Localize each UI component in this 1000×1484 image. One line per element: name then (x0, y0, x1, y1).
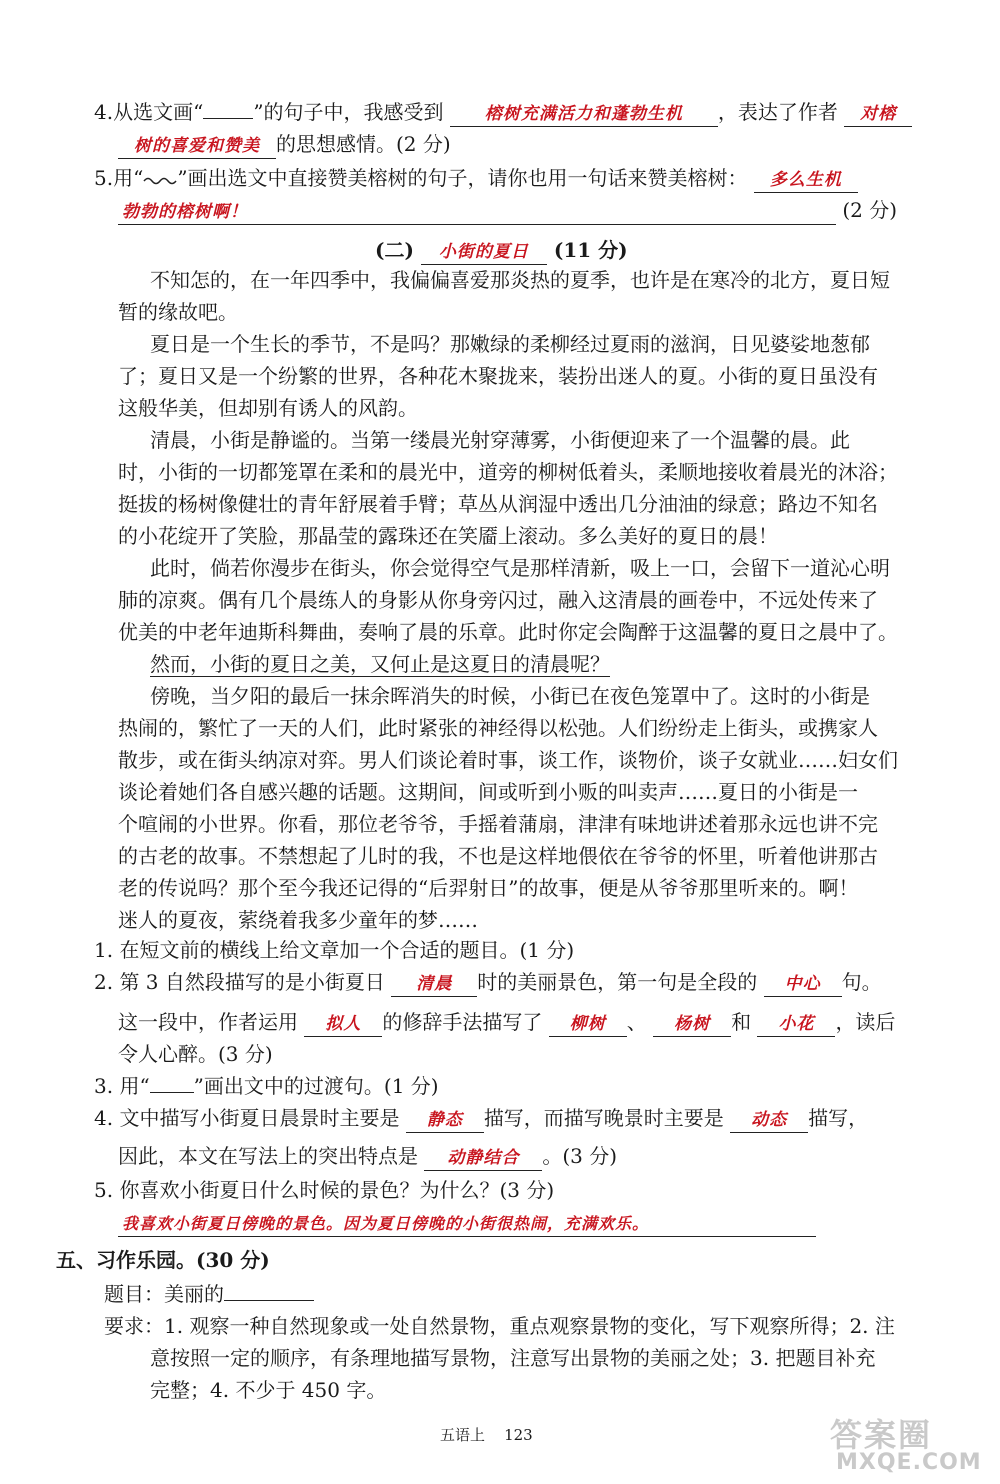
s2-question-2-end: 令人心醉。(3 分) (118, 1042, 273, 1066)
para3-line4: 的小花绽开了笑脸，那晶莹的露珠还在笑靥上滚动。多么美好的夏日的晨！ (118, 524, 778, 548)
s2-question-5-answer-line (118, 1208, 816, 1237)
s2-question-2: 2. 第 3 自然段描写的是小街夏日 清晨 时的美丽景色，第一句是全段的 中心 句。 (94, 968, 882, 997)
page-number: 123 (504, 1426, 533, 1444)
para6-line5: 个喧闹的小世界。你看，那位老爷爷，手摇着蒲扇，津津有味地讲述着那永远也讲不完 (118, 812, 878, 836)
answer-s2q2-3: 拟人 (304, 1012, 382, 1037)
para6-line4: 谈论着她们各自感兴趣的话题。这期间，间或听到小贩的叫卖声……夏日的小街是一 (118, 780, 858, 804)
para6-line2: 热闹的，繁忙了一天的人们，此时紧张的神经得以松弛。人们纷纷走上街头，或携家人 (118, 716, 878, 740)
answer-q4-2a: 对榕 (844, 102, 912, 127)
para1-line1: 不知怎的，在一年四季中，我偏偏喜爱那炎热的夏季，也许是在寒冷的北方，夏日短 (150, 268, 890, 292)
underline-sample (203, 98, 253, 119)
answer-q5-1: 多么生机 (754, 168, 858, 193)
watermark-logo: 答案圈 (830, 1416, 933, 1454)
para4-line3: 优美的中老年迪斯科舞曲，奏响了晨的乐章。此时你定会陶醉于这温馨的夏日之晨中了。 (118, 620, 898, 644)
section-2-heading: (二) 小街的夏日 (11 分) (375, 236, 628, 265)
requirement-line2: 意按照一定的顺序，有条理地描写景物，注意写出景物的美丽之处；3. 把题目补充 (150, 1346, 876, 1370)
answer-q4-2b: 树的喜爱和赞美 (118, 134, 276, 159)
answer-q4-1: 榕树充满活力和蓬勃生机 (450, 102, 718, 127)
para2-line1: 夏日是一个生长的季节，不是吗？那嫩绿的柔柳经过夏雨的滋润，日见婆娑地葱郁 (150, 332, 870, 356)
requirement-line1: 要求：1. 观察一种自然现象或一处自然景物，重点观察景物的变化，写下观察所得；2. 注 (104, 1314, 895, 1338)
answer-s2q4-3: 动静结合 (424, 1146, 542, 1171)
para1-line2: 暂的缘故吧。 (118, 300, 238, 324)
para3-line1: 清晨，小街是静谧的。当第一缕晨光射穿薄雾，小街便迎来了一个温馨的晨。此 (150, 428, 850, 452)
composition-topic: 题目：美丽的 (104, 1280, 314, 1308)
answer-s2q2-5: 杨树 (653, 1012, 731, 1037)
transition-sentence: 然而，小街的夏日之美，又何止是这夏日的清晨呢？ (150, 652, 610, 676)
answer-s2q2-4: 柳树 (549, 1012, 627, 1037)
s2-question-4-cont: 因此，本文在写法上的突出特点是 动静结合 。(3 分) (118, 1142, 617, 1171)
para3-line2: 时，小街的一切都笼罩在柔和的晨光中，道旁的柳树低着头，柔顺地接收着晨光的沐浴； (118, 460, 898, 484)
para6-line3: 散步，或在街头纳凉对弈。男人们谈论着时事，谈工作，谈物价，谈子女就业……妇女们 (118, 748, 898, 772)
para2-line2: 了；夏日又是一个纷繁的世界，各种花木聚拢来，装扮出迷人的夏。小街的夏日虽没有 (118, 364, 878, 388)
para2-line3: 这般华美，但却别有诱人的风韵。 (118, 396, 418, 420)
question-4: 4.从选文画“ ”的句子中，我感受到 榕树充满活力和蓬勃生机 ，表达了作者 对榕 (94, 98, 912, 127)
s2-question-5: 5. 你喜欢小街夏日什么时候的景色？为什么？(3 分) (94, 1178, 555, 1202)
answer-s2q4-1: 静态 (406, 1108, 484, 1133)
question-5-cont: 勃勃的榕树啊！ (2 分) (118, 196, 897, 225)
answer-s2q2-1: 清晨 (391, 972, 477, 997)
underline-sample-2 (150, 1072, 194, 1093)
para6-line7: 老的传说吗？那个至今我还记得的“后羿射日”的故事，便是从爷爷那里听来的。啊！ (118, 876, 859, 900)
answer-s2q2-6: 小花 (757, 1012, 835, 1037)
answer-s2q5: 我喜欢小街夏日傍晚的景色。因为夏日傍晚的小街很热闹，充满欢乐。 (118, 1212, 816, 1237)
answer-q5-2: 勃勃的榕树啊！ (118, 200, 836, 225)
question-5: 5.用“ ”画出选文中直接赞美榕树的句子，请你也用一句话来赞美榕树： 多么生机 (94, 164, 858, 193)
para3-line3: 挺拔的杨树像健壮的青年舒展着手臂；草丛从润湿中透出几分油油的绿意；路边不知名 (118, 492, 878, 516)
page-footer: 五语上 123 (440, 1426, 533, 1444)
watermark-url: MXQE.COM (836, 1450, 982, 1475)
para4-line1: 此时，倘若你漫步在街头，你会觉得空气是那样清新，吸上一口，会留下一道沁心明 (150, 556, 890, 580)
s2-question-1: 1. 在短文前的横线上给文章加一个合适的题目。(1 分) (94, 938, 575, 962)
answer-s2q4-2: 动态 (730, 1108, 808, 1133)
answer-s2q2-2: 中心 (764, 972, 842, 997)
para6-line6: 的古老的故事。不禁想起了儿时的我，不也是这样地偎依在爷爷的怀里，听着他讲那古 (118, 844, 878, 868)
section-2-title: 小街的夏日 (421, 240, 547, 265)
wavy-line-sample (143, 175, 177, 185)
s2-question-4: 4. 文中描写小街夏日晨景时主要是 静态 描写，而描写晚景时主要是 动态 描写， (94, 1104, 868, 1133)
topic-blank (224, 1280, 314, 1301)
section-5-heading: 五、习作乐园。(30 分) (56, 1248, 270, 1272)
para6-line8: 迷人的夏夜，萦绕着我多少童年的梦…… (118, 908, 478, 932)
requirement-line3: 完整；4. 不少于 450 字。 (150, 1378, 387, 1402)
para4-line2: 肺的凉爽。偶有几个晨练人的身影从你身旁闪过，融入这清晨的画卷中，不远处传来了 (118, 588, 878, 612)
para6-line1: 傍晚，当夕阳的最后一抹余晖消失的时候，小街已在夜色笼罩中了。这时的小街是 (150, 684, 870, 708)
s2-question-3: 3. 用“ ”画出文中的过渡句。(1 分) (94, 1074, 439, 1098)
s2-question-2-cont: 这一段中，作者运用 拟人 的修辞手法描写了 柳树 、 杨树 和 小花 ，读后 (118, 1008, 895, 1037)
question-4-cont: 树的喜爱和赞美 的思想感情。(2 分) (118, 130, 451, 159)
